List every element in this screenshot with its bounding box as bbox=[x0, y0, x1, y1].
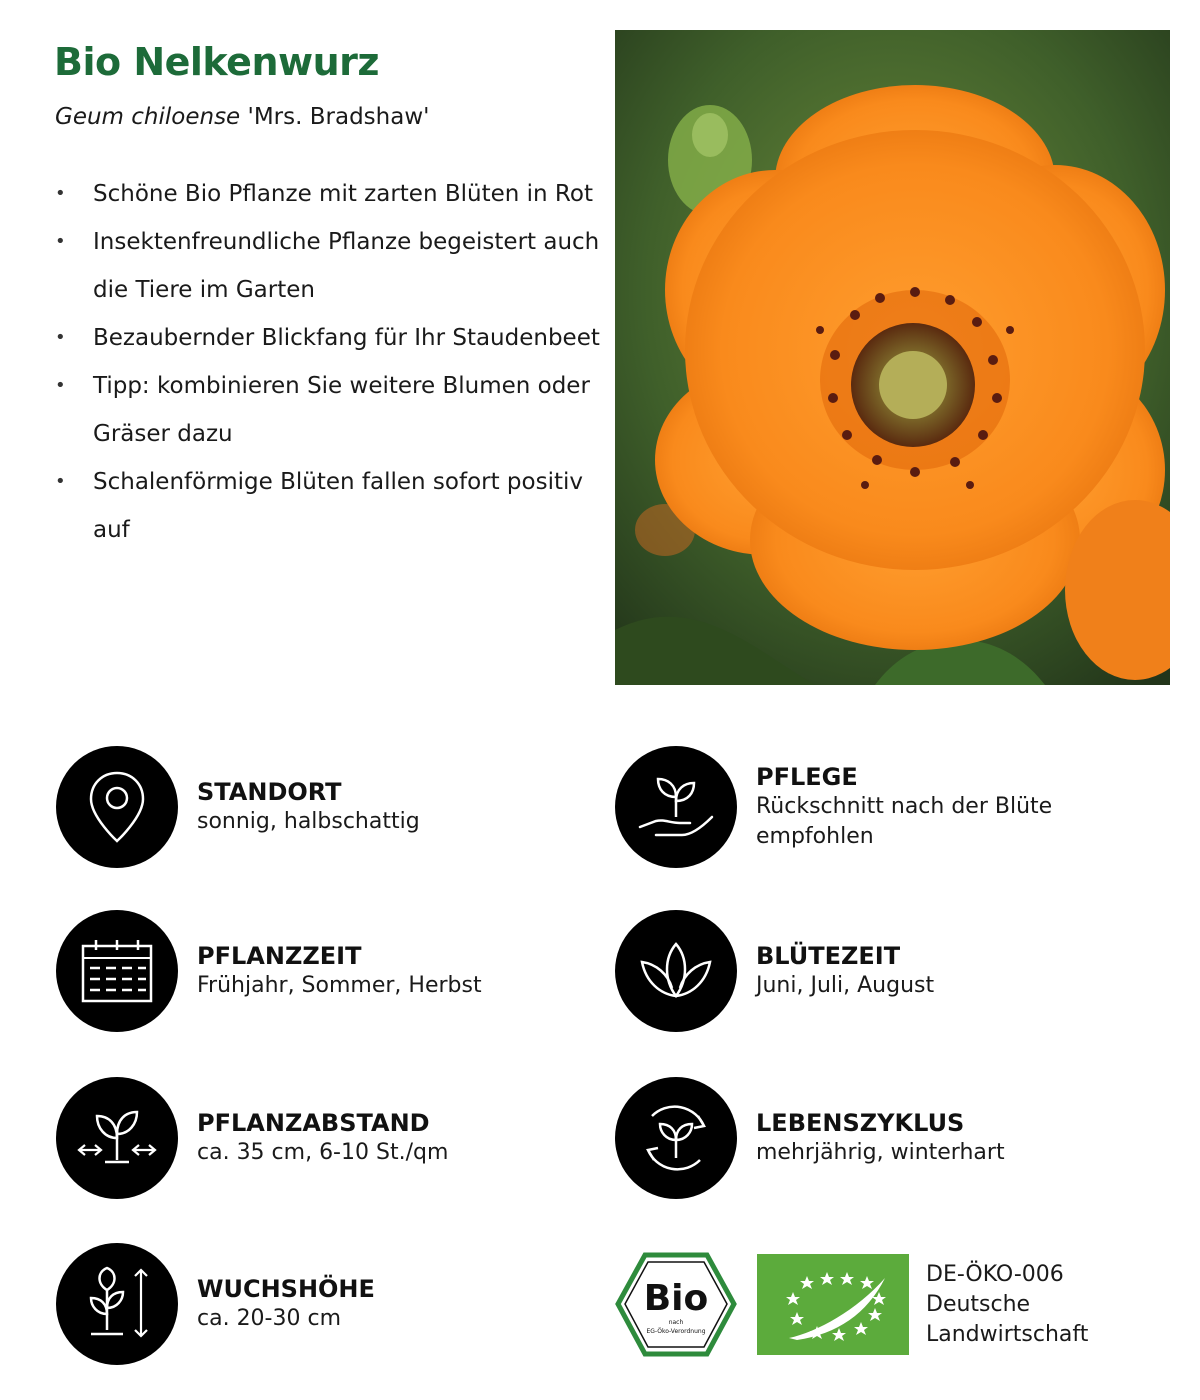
bullet-item: • Schöne Bio Pflanze mit zarten Blüten in Rot bbox=[55, 170, 600, 218]
cert-code: DE-ÖKO-006 bbox=[926, 1262, 1064, 1287]
feature-label: PFLANZABSTAND bbox=[197, 1109, 430, 1137]
certification-block bbox=[615, 1252, 1175, 1357]
feature-bullet-list bbox=[55, 170, 600, 554]
cert-line-2: Deutsche bbox=[926, 1292, 1031, 1317]
feature-value: sonnig, halbschattig bbox=[197, 809, 420, 834]
bio-seal-logo bbox=[615, 1252, 737, 1357]
plant-height-icon bbox=[56, 1243, 178, 1365]
feature-pflanzabstand bbox=[56, 1077, 556, 1199]
bullet-item: • Insektenfreundliche Pflanze begeistert auch die Tiere im Garten bbox=[55, 218, 600, 314]
plant-spacing-icon bbox=[56, 1077, 178, 1199]
bio-seal-text: Bio bbox=[643, 1278, 709, 1319]
product-subtitle bbox=[55, 104, 429, 130]
feature-value: ca. 20-30 cm bbox=[197, 1306, 342, 1331]
lotus-flower-icon bbox=[615, 910, 737, 1032]
orange-flower-image bbox=[615, 30, 1170, 685]
feature-bluetezeit bbox=[615, 910, 1115, 1032]
feature-label: LEBENSZYKLUS bbox=[756, 1109, 965, 1137]
feature-label: STANDORT bbox=[197, 778, 342, 806]
feature-value: mehrjährig, winterhart bbox=[756, 1140, 1005, 1165]
feature-value: ca. 35 cm, 6-10 St./qm bbox=[197, 1140, 449, 1165]
feature-label: PFLEGE bbox=[756, 763, 858, 791]
svg-text:nach: nach bbox=[668, 1319, 684, 1326]
calendar-icon bbox=[56, 910, 178, 1032]
eu-organic-leaf-logo bbox=[757, 1254, 909, 1355]
bullet-item: • Schalenförmige Blüten fallen sofort positiv auf bbox=[55, 458, 600, 554]
bullet-item: • Bezaubernder Blickfang für Ihr Staudenbeet bbox=[55, 314, 600, 362]
cultivar-name: 'Mrs. Bradshaw' bbox=[247, 104, 430, 130]
cert-line-3: Landwirtschaft bbox=[926, 1322, 1089, 1347]
feature-standort bbox=[56, 746, 556, 868]
feature-label: WUCHSHÖHE bbox=[197, 1275, 375, 1303]
hand-seedling-icon bbox=[615, 746, 737, 868]
plant-cycle-icon bbox=[615, 1077, 737, 1199]
feature-value: Frühjahr, Sommer, Herbst bbox=[197, 973, 482, 998]
product-photo bbox=[615, 30, 1170, 685]
feature-lebenszyklus bbox=[615, 1077, 1115, 1199]
svg-text:EG-Öko-Verordnung: EG-Öko-Verordnung bbox=[646, 1328, 706, 1335]
bullet-item: • Tipp: kombinieren Sie weitere Blumen oder Gräser dazu bbox=[55, 362, 600, 458]
location-pin-icon bbox=[56, 746, 178, 868]
product-title: Bio Nelkenwurz bbox=[54, 40, 380, 84]
feature-label: BLÜTEZEIT bbox=[756, 942, 901, 970]
feature-pflanzzeit bbox=[56, 910, 556, 1032]
feature-value: Juni, Juli, August bbox=[756, 973, 935, 998]
feature-label: PFLANZZEIT bbox=[197, 942, 362, 970]
feature-pflege bbox=[615, 746, 1115, 868]
latin-name: Geum chiloense bbox=[55, 104, 241, 130]
feature-wuchshoehe bbox=[56, 1243, 556, 1365]
feature-value: Rückschnitt nach der Blüte empfohlen bbox=[756, 794, 1053, 849]
